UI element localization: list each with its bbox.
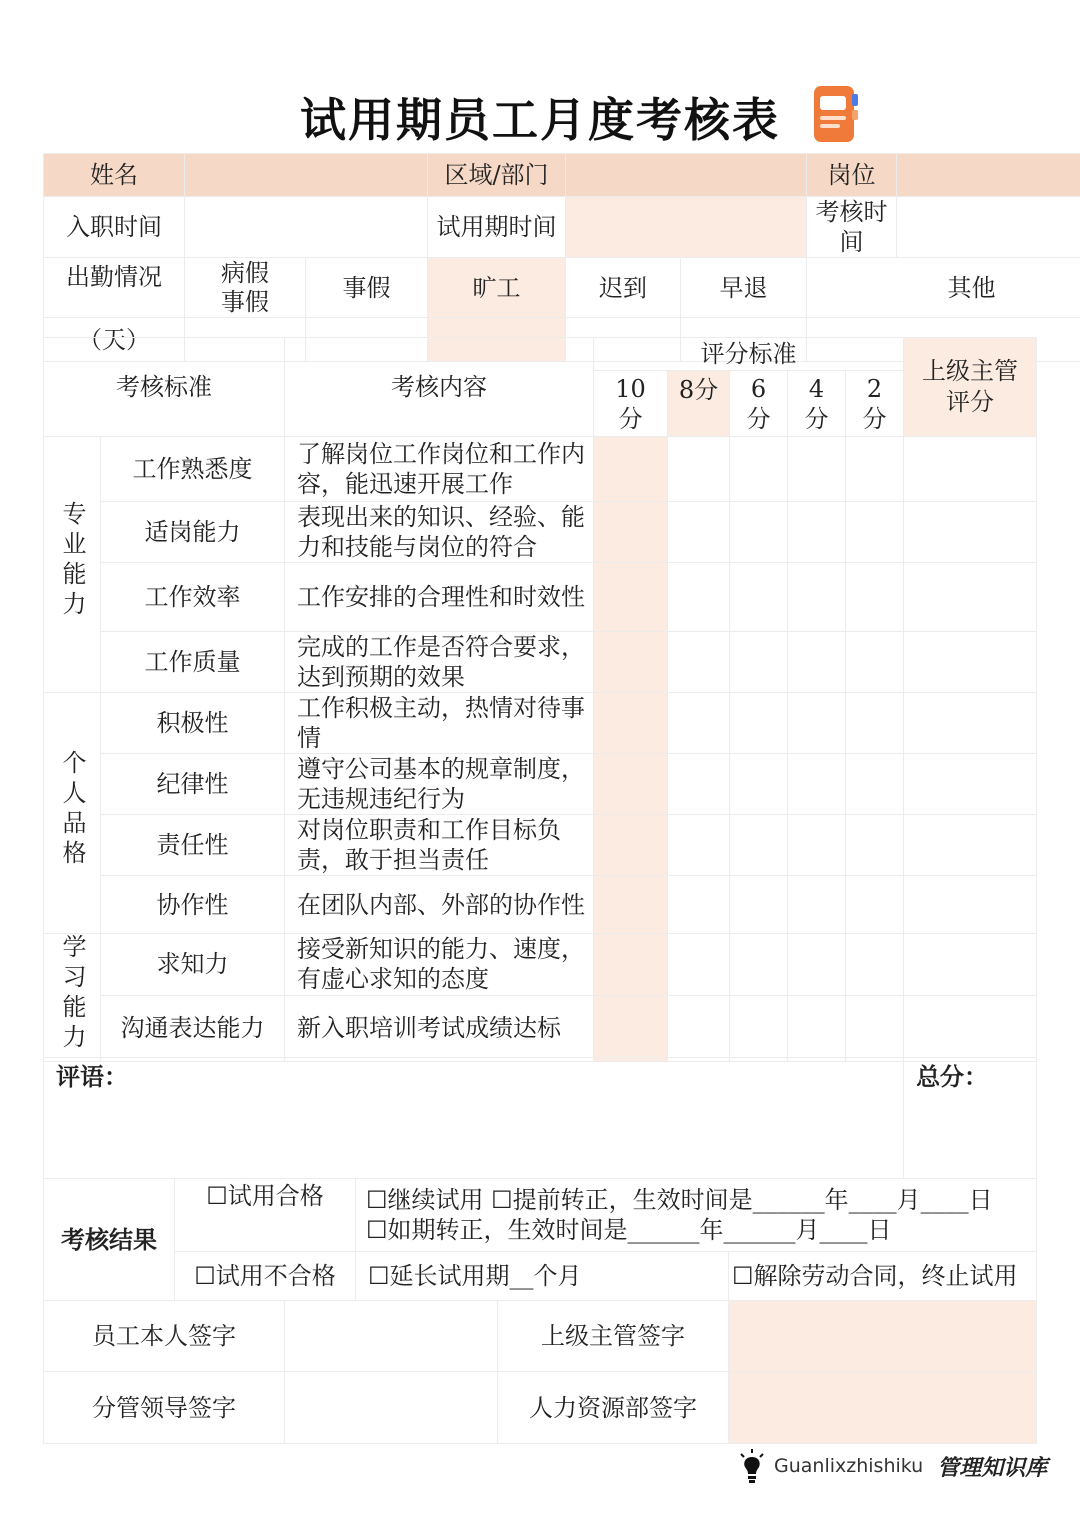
score-cell[interactable] <box>846 563 904 632</box>
score-cell[interactable] <box>668 693 730 754</box>
score-4-header: 4 分 <box>788 371 846 437</box>
leader-sign-label: 分管领导签字 <box>44 1372 285 1444</box>
page-title: 试用期员工月度考核表 <box>300 93 780 147</box>
score-cell[interactable] <box>788 563 846 632</box>
score-cell[interactable] <box>788 934 846 996</box>
score-cell[interactable] <box>788 876 846 934</box>
criteria-table <box>43 337 1037 1062</box>
score-cell[interactable] <box>594 754 668 815</box>
criteria-item: 工作效率 <box>101 563 285 632</box>
score-cell[interactable] <box>594 563 668 632</box>
criteria-row <box>44 934 1037 996</box>
score-cell[interactable] <box>730 934 788 996</box>
lightbulb-icon <box>738 1448 766 1484</box>
score-cell[interactable] <box>730 563 788 632</box>
criteria-content: 工作安排的合理性和时效性 <box>285 563 594 632</box>
score-cell[interactable] <box>846 632 904 693</box>
supervisor-score-cell[interactable] <box>904 693 1037 754</box>
criteria-item: 求知力 <box>101 934 285 996</box>
criteria-item: 协作性 <box>101 876 285 934</box>
score-cell[interactable] <box>730 876 788 934</box>
result-label: 考核结果 <box>44 1179 175 1301</box>
employee-sign-field[interactable] <box>285 1301 498 1372</box>
dept-label: 区域/部门 <box>428 154 566 197</box>
criteria-row <box>44 693 1037 754</box>
criteria-item: 纪律性 <box>101 754 285 815</box>
score-cell[interactable] <box>730 995 788 1061</box>
info-table <box>43 153 1080 362</box>
notebook-icon <box>812 84 860 144</box>
review-time-field[interactable] <box>897 197 1080 258</box>
hire-date-label: 入职时间 <box>44 197 185 258</box>
comments-area[interactable] <box>44 1058 904 1179</box>
dept-field[interactable] <box>566 154 807 197</box>
score-cell[interactable] <box>788 754 846 815</box>
criteria-item: 工作熟悉度 <box>101 437 285 502</box>
criteria-row <box>44 563 1037 632</box>
position-label: 岗位 <box>807 154 897 197</box>
score-cell[interactable] <box>668 754 730 815</box>
leader-sign-field[interactable] <box>285 1372 498 1444</box>
criteria-content: 表现出来的知识、经验、能力和技能与岗位的符合 <box>285 502 594 563</box>
review-time-label: 考核时间 <box>807 197 897 258</box>
score-cell[interactable] <box>594 632 668 693</box>
score-cell[interactable] <box>668 437 730 502</box>
result-table <box>43 1057 1037 1444</box>
criteria-content: 在团队内部、外部的协作性 <box>285 876 594 934</box>
criteria-row <box>44 632 1037 693</box>
score-cell[interactable] <box>788 815 846 876</box>
footer-brand <box>738 1446 1047 1486</box>
criteria-content: 新入职培训考试成绩达标 <box>285 995 594 1061</box>
criteria-content: 遵守公司基本的规章制度，无违规违纪行为 <box>285 754 594 815</box>
score-cell[interactable] <box>788 437 846 502</box>
criteria-row <box>44 876 1037 934</box>
group-label: 专业能力 <box>44 437 101 693</box>
total-label: 总分： <box>916 1062 989 1091</box>
criteria-content: 接受新知识的能力、速度，有虚心求知的态度 <box>285 934 594 996</box>
supervisor-score-cell[interactable] <box>904 502 1037 563</box>
supervisor-score-cell[interactable] <box>904 876 1037 934</box>
supervisor-score-header: 上级主管 评分 <box>904 338 1037 437</box>
criteria-item: 适岗能力 <box>101 502 285 563</box>
score-cell[interactable] <box>846 815 904 876</box>
hire-date-field[interactable] <box>185 197 428 258</box>
score-cell[interactable] <box>788 693 846 754</box>
criteria-item: 责任性 <box>101 815 285 876</box>
pass-suboptions <box>356 1179 1037 1252</box>
score-cell[interactable] <box>594 693 668 754</box>
score-2-header: 2 分 <box>846 371 904 437</box>
supervisor-sign-field[interactable] <box>729 1301 1037 1372</box>
supervisor-score-cell[interactable] <box>904 437 1037 502</box>
probation-field[interactable] <box>566 197 807 258</box>
score-cell[interactable] <box>594 502 668 563</box>
group-label: 学习能力 <box>44 934 101 1062</box>
criteria-row <box>44 754 1037 815</box>
brand-cn: 管理知识库 <box>937 1455 1048 1481</box>
attendance-col-other: 其他 <box>807 258 1080 318</box>
criteria-item: 沟通表达能力 <box>101 995 285 1061</box>
criteria-item: 积极性 <box>101 693 285 754</box>
criteria-row <box>44 995 1037 1061</box>
attendance-col-leave: 事假 <box>306 258 428 318</box>
brand-en: Guanlixzhishiku <box>774 1455 924 1477</box>
supervisor-score-cell[interactable] <box>904 995 1037 1061</box>
supervisor-sign-label: 上级主管签字 <box>498 1301 729 1372</box>
score-cell[interactable] <box>730 754 788 815</box>
position-field[interactable] <box>897 154 1080 197</box>
score-10-header: 10 分 <box>594 371 668 437</box>
criteria-content: 了解岗位工作岗位和工作内容，能迅速开展工作 <box>285 437 594 502</box>
criteria-row <box>44 815 1037 876</box>
criteria-row <box>44 437 1037 502</box>
score-cell[interactable] <box>788 632 846 693</box>
score-cell[interactable] <box>668 934 730 996</box>
total-score-area[interactable] <box>904 1058 1037 1179</box>
score-cell[interactable] <box>668 502 730 563</box>
extend-option[interactable]: ☐延长试用期__个月 <box>356 1252 729 1301</box>
score-cell[interactable] <box>846 754 904 815</box>
score-cell[interactable] <box>846 995 904 1061</box>
score-cell[interactable] <box>594 934 668 996</box>
score-cell[interactable] <box>668 995 730 1061</box>
score-cell[interactable] <box>668 632 730 693</box>
group-label: 个人品格 <box>44 693 101 934</box>
content-header: 考核内容 <box>285 338 594 437</box>
comments-label: 评语： <box>56 1062 128 1091</box>
score-cell[interactable] <box>594 876 668 934</box>
score-cell[interactable] <box>668 876 730 934</box>
pass-option[interactable]: ☐试用合格 <box>175 1179 356 1252</box>
standard-header: 考核标准 <box>44 338 285 437</box>
score-cell[interactable] <box>668 815 730 876</box>
criteria-content: 完成的工作是否符合要求，达到预期的效果 <box>285 632 594 693</box>
fail-option[interactable]: ☐试用不合格 <box>175 1252 356 1301</box>
criteria-item: 工作质量 <box>101 632 285 693</box>
attendance-col-late: 迟到 <box>566 258 681 318</box>
score-cell[interactable] <box>846 934 904 996</box>
name-label: 姓名 <box>44 154 185 197</box>
supervisor-score-cell[interactable] <box>904 754 1037 815</box>
attendance-label: 出勤情况 <box>44 258 185 318</box>
name-field[interactable] <box>185 154 428 197</box>
supervisor-score-cell[interactable] <box>904 632 1037 693</box>
score-cell[interactable] <box>846 876 904 934</box>
supervisor-score-cell[interactable] <box>904 934 1037 996</box>
hr-sign-label: 人力资源部签字 <box>498 1372 729 1444</box>
score-cell[interactable] <box>788 995 846 1061</box>
score-cell[interactable] <box>594 995 668 1061</box>
score-cell[interactable] <box>788 502 846 563</box>
score-cell[interactable] <box>730 632 788 693</box>
attendance-col-absent: 旷工 <box>428 258 566 318</box>
hr-sign-field[interactable] <box>729 1372 1037 1444</box>
score-cell[interactable] <box>846 693 904 754</box>
pass-line-1[interactable]: ☐继续试用 ☐提前转正，生效时间是______年____月____日 <box>366 1186 993 1214</box>
score-cell[interactable] <box>846 437 904 502</box>
criteria-content: 工作积极主动，热情对待事情 <box>285 693 594 754</box>
pass-line-2[interactable]: ☐如期转正，生效时间是______年______月____日 <box>366 1216 892 1244</box>
probation-label: 试用期时间 <box>428 197 566 258</box>
attendance-col-sick: 病假 事假 <box>185 258 306 318</box>
scoring-header: 评分标准 <box>594 338 904 371</box>
score-cell[interactable] <box>730 693 788 754</box>
score-cell[interactable] <box>730 437 788 502</box>
score-cell[interactable] <box>594 437 668 502</box>
score-6-header: 6 分 <box>730 371 788 437</box>
score-cell[interactable] <box>730 815 788 876</box>
supervisor-score-cell[interactable] <box>904 563 1037 632</box>
criteria-content: 对岗位职责和工作目标负责，敢于担当责任 <box>285 815 594 876</box>
employee-sign-label: 员工本人签字 <box>44 1301 285 1372</box>
score-cell[interactable] <box>668 563 730 632</box>
criteria-row <box>44 502 1037 563</box>
score-8-header: 8分 <box>668 371 730 437</box>
terminate-option[interactable]: ☐解除劳动合同，终止试用 <box>729 1252 1037 1301</box>
supervisor-score-cell[interactable] <box>904 815 1037 876</box>
attendance-unit: （天） <box>44 318 185 362</box>
score-cell[interactable] <box>594 815 668 876</box>
score-cell[interactable] <box>730 502 788 563</box>
score-cell[interactable] <box>846 502 904 563</box>
attendance-col-early: 早退 <box>681 258 807 318</box>
